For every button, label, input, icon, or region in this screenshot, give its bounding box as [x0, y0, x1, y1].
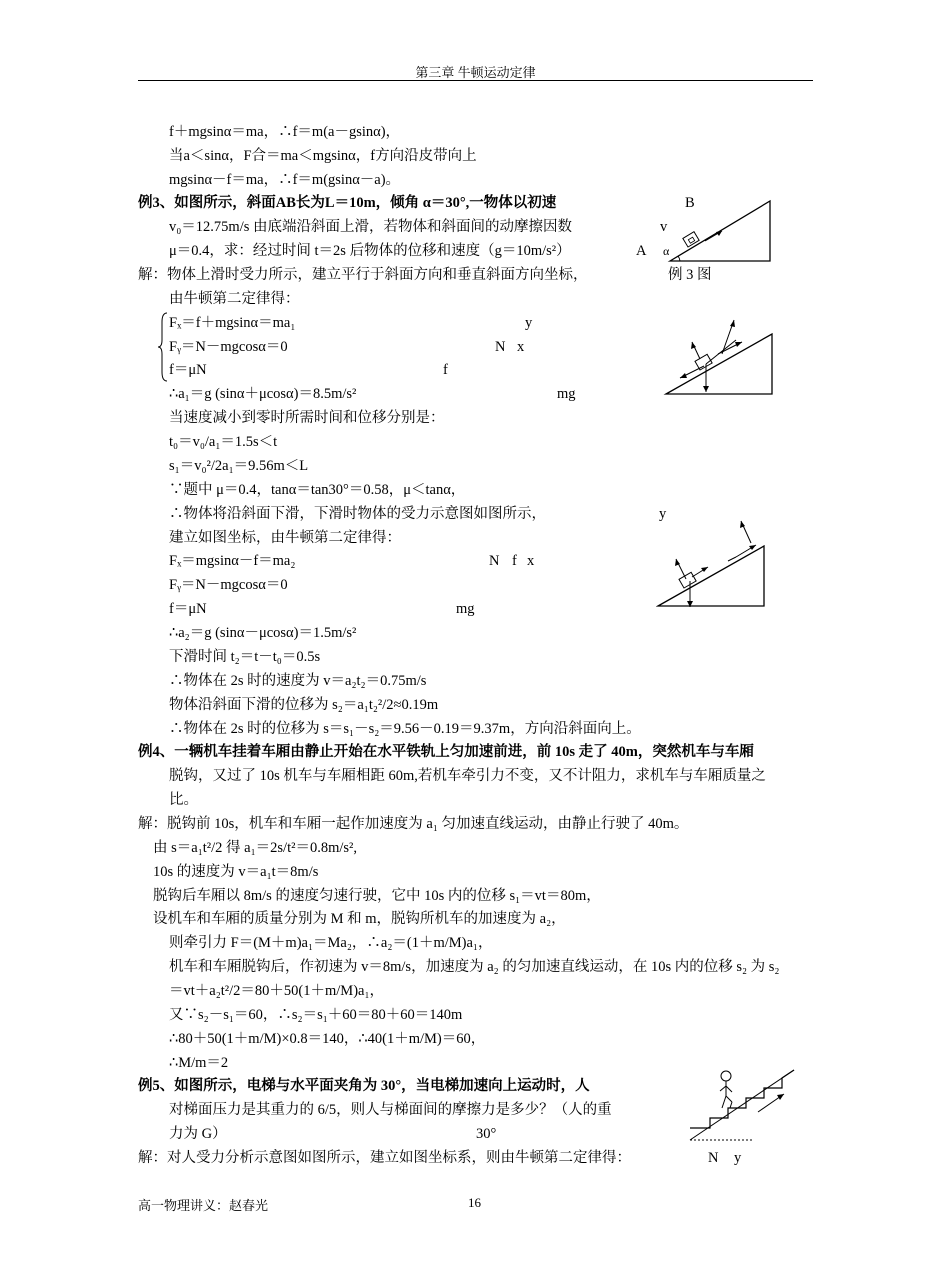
text-line: ＝vt＋a₂t²/2＝80＋50(1＋m/M)a₁， [169, 983, 385, 999]
text-line: ∴M/m＝2 [169, 1055, 229, 1071]
text-line: 当a＜sinα，F合＝ma＜mgsinα，f方向沿皮带向上 [169, 148, 477, 164]
text-line: 由牛顿第二定律得： [169, 291, 300, 307]
page-number: 16 [468, 1195, 481, 1210]
text-line: ∴a₁＝g (sinα＋μcosα)＝8.5m/s² [169, 386, 357, 402]
text-line: 脱钩，又过了 10s 机车与车厢相距 60m,若机车牵引力不变，又不计阻力，求机车与车厢质量之 [169, 768, 766, 784]
text-line: 设机车和车厢的质量分别为 M 和 m，脱钩所机车的加速度为 a₂， [153, 911, 566, 927]
text-line: μ＝0.4，求：经过时间 t＝2s 后物体的位移和速度（g＝10m/s²） [169, 243, 571, 259]
text-line: mgsinα－f＝ma，∴f＝m(gsinα－a)。 [169, 172, 401, 188]
figure-caption-example-3: 例 3 图 [668, 267, 712, 283]
equation-line: f＝μN [169, 362, 207, 378]
text-line: 建立如图坐标，由牛顿第二定律得： [169, 530, 401, 546]
text-line: f＝μN [169, 601, 207, 617]
force-label-N: N [489, 553, 500, 569]
text-line: ∴物体在 2s 时的位移为 s＝s₁－s₂＝9.56－0.19＝9.37m，方向沿斜面向上。 [169, 721, 641, 737]
example-5-heading: 例5、如图所示，电梯与水平面夹角为 30°，当电梯加速向上运动时，人 [138, 1078, 590, 1094]
solution-line: 解：物体上滑时受力所示，建立平行于斜面方向和垂直斜面方向坐标， [138, 267, 588, 283]
text-line: 力为 G） [169, 1126, 227, 1142]
solution-line: 解：脱钩前 10s，机车和车厢一起作加速度为 a₁ 匀加速直线运动，由静止行驶了 40m。 [138, 816, 689, 832]
text-line: ∵题中 μ＝0.4，tanα＝tan30°＝0.58，μ＜tanα， [169, 482, 466, 498]
label-alpha: α [663, 244, 670, 258]
free-body-figure-upward [662, 312, 777, 402]
text-line: 由 s＝a₁t²/2 得 a₁＝2s/t²＝0.8m/s², [153, 840, 357, 856]
text-line: 10s 的速度为 v＝a₁t＝8m/s [153, 864, 319, 880]
angle-label-30: 30° [476, 1126, 497, 1142]
text-line: 机车和车厢脱钩后，作初速为 v＝8m/s，加速度为 a₂ 的匀加速直线运动，在 10s 内的位移 s₂ 为 s₂ [169, 959, 780, 975]
footer-author: 高一物理讲义：赵春光 [138, 1198, 269, 1213]
example-4-heading: 例4、一辆机车挂着车厢由静止开始在水平铁轨上匀加速前进，前 10s 走了 40m，突然机车与车厢 [138, 744, 754, 760]
text-line: f＋mgsinα＝ma，∴f＝m(a－gsinα)， [169, 124, 401, 140]
equation-brace [157, 312, 169, 382]
label-B: B [685, 195, 695, 211]
text-line: 则牵引力 F＝(M＋m)a₁＝Ma₂，∴a₂＝(1＋m/M)a₁， [169, 935, 493, 951]
text-line: 又∵s₂－s₁＝60，∴s₂＝s₁＋60＝80＋60＝140m [169, 1007, 463, 1023]
text-line: ∴物体在 2s 时的速度为 v＝a₂t₂＝0.75m/s [169, 673, 427, 689]
text-line: ∴a₂＝g (sinα－μcosα)＝1.5m/s² [169, 625, 357, 641]
text-line: ∴80＋50(1＋m/M)×0.8＝140，∴40(1＋m/M)＝60， [169, 1031, 486, 1047]
equation-line: Fₓ＝f＋mgsinα＝ma₁ [169, 315, 296, 331]
text-line: Fₓ＝mgsinα－f＝ma₂ [169, 553, 296, 569]
example-3-heading: 例3、如图所示，斜面AB长为L＝10m，倾角 α＝30°,一物体以初速 [138, 195, 557, 211]
text-line: 比。 [169, 792, 198, 808]
axis-label-x: x [527, 553, 535, 569]
axis-label-y: y [525, 315, 533, 331]
label-A: A [636, 243, 647, 259]
text-line: 脱钩后车厢以 8m/s 的速度匀速行驶，它中 10s 内的位移 s₁＝vt＝80m， [153, 888, 601, 904]
text-line: v₀＝12.75m/s 由底端沿斜面上滑，若物体和斜面间的动摩擦因数 [169, 219, 573, 235]
header-rule [138, 80, 813, 81]
axis-label-y: y [659, 506, 667, 522]
force-label-f: f [443, 362, 448, 378]
text-line: 下滑时间 t₂＝t－t₀＝0.5s [169, 649, 321, 665]
force-label-mg: mg [456, 601, 475, 617]
text-line: Fᵧ＝N－mgcosα＝0 [169, 577, 288, 593]
text-line: s₁＝v₀²/2a₁＝9.56m＜L [169, 458, 309, 474]
text-line: t₀＝v₀/a₁＝1.5s＜t [169, 434, 278, 450]
axis-label-y: y [734, 1150, 742, 1166]
text-line: 对梯面压力是其重力的 6/5，则人与梯面间的摩擦力是多少？（人的重 [169, 1102, 612, 1118]
solution-line: 解：对人受力分析示意图如图所示，建立如图坐标系，则由牛顿第二定律得： [138, 1150, 631, 1166]
label-v: v [660, 219, 668, 235]
text-line: 当速度减小到零时所需时间和位移分别是： [169, 410, 445, 426]
equation-line: Fᵧ＝N－mgcosα＝0 [169, 339, 288, 355]
force-label-f: f [512, 553, 517, 569]
force-label-mg: mg [557, 386, 576, 402]
incline-figure-example-3 [660, 195, 780, 275]
text-line: 物体沿斜面下滑的位移为 s₂＝a₁t₂²/2≈0.19m [169, 697, 439, 713]
page-header-title: 第三章 牛顿运动定律 [415, 65, 536, 80]
axis-label-x: x [517, 339, 525, 355]
force-label-N: N [708, 1150, 719, 1166]
text-line: ∴物体将沿斜面下滑，下滑时物体的受力示意图如图所示， [169, 506, 546, 522]
free-body-figure-downward [656, 515, 771, 610]
force-label-N: N [495, 339, 506, 355]
escalator-figure [688, 1062, 800, 1144]
